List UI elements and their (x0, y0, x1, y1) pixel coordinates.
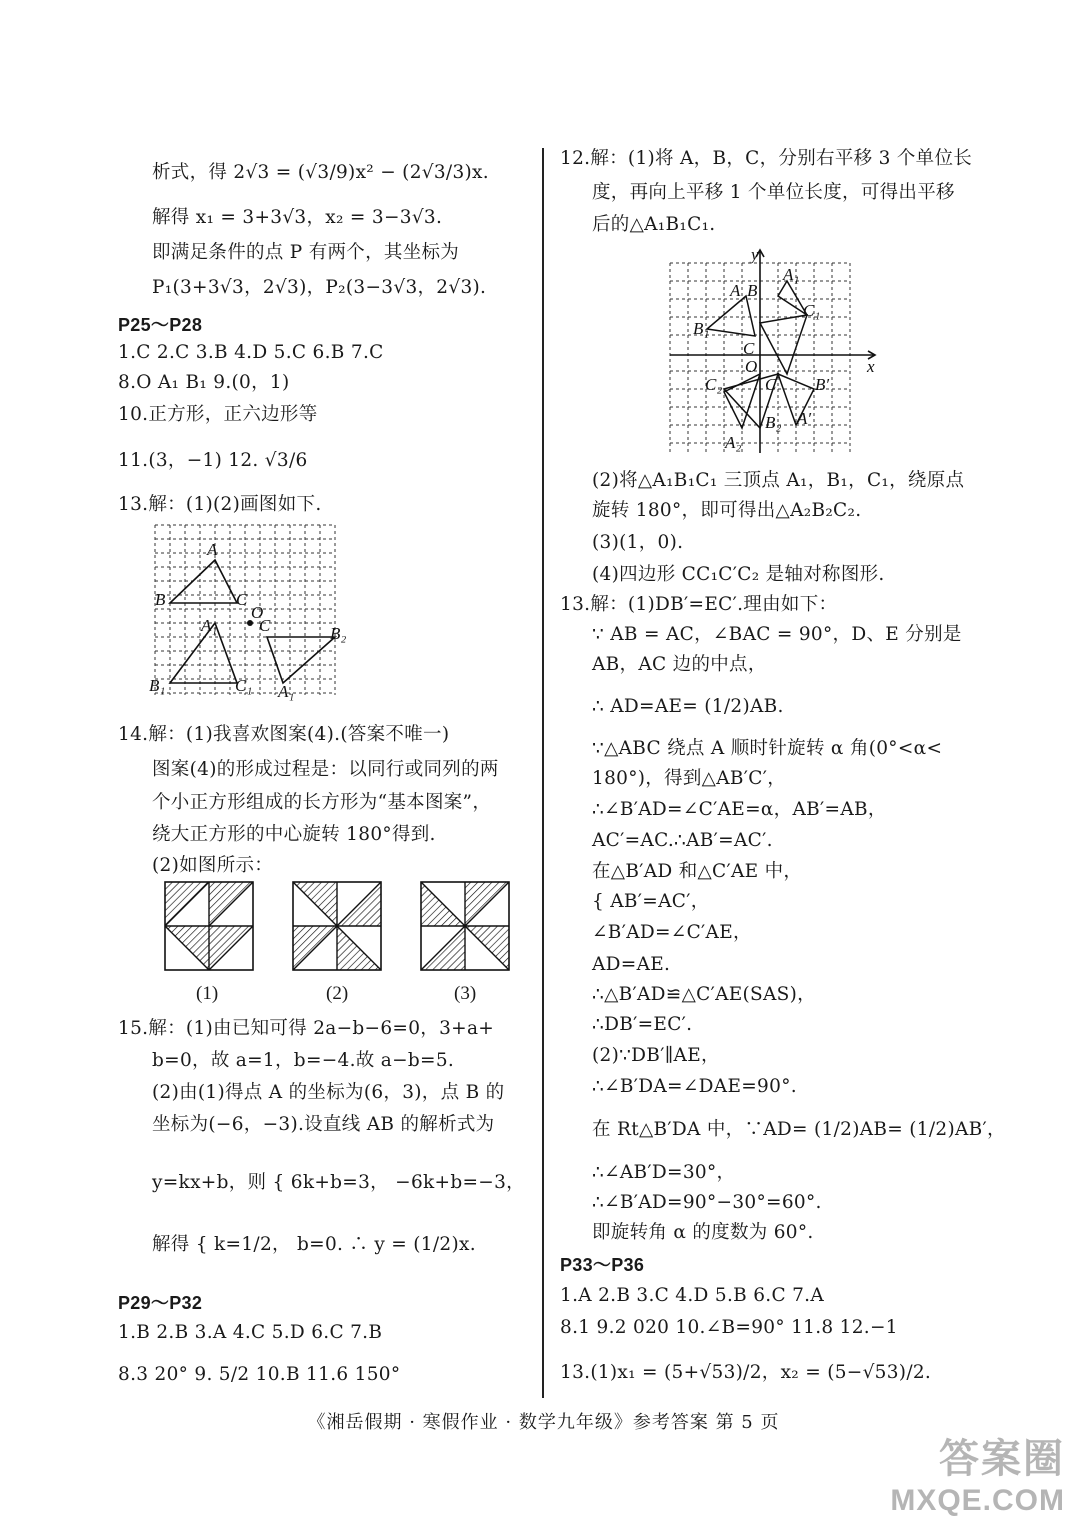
section-heading-p33: P33～P36 (560, 1255, 645, 1275)
left-line-3: 即满足条件的点 P 有两个，其坐标为 (152, 242, 460, 263)
watermark-line-1: 答案圈 (939, 1437, 1065, 1481)
q12-label-b2: B₂ (765, 413, 782, 432)
answers-p33-row-2: 8.1 9.2 020 10.∠B=90° 11.8 12.−1 (560, 1317, 898, 1338)
q12-label-a1: A₁ (783, 265, 800, 284)
q12-label-y: y (751, 245, 759, 264)
watermark-logo (890, 1427, 1065, 1518)
answers-row-3: 10.正方形，正六边形等 (118, 404, 318, 425)
section-heading-p29: P29～P32 (118, 1293, 203, 1313)
q14-line-1: 14.解：(1)我喜欢图案(4).(答案不唯一) (118, 724, 450, 745)
q12-label-c1: C₁ (803, 301, 821, 320)
q14-line-4: 绕大正方形的中心旋转 180°得到. (152, 824, 436, 845)
q15-line-4: 坐标为(−6，−3).设直线 AB 的解析式为 (152, 1114, 495, 1135)
q13r-line-3: AB，AC 边的中点， (592, 654, 767, 675)
watermark-line-2: MXQE.COM (890, 1484, 1065, 1517)
q15-line-2: b=0，故 a=1，b=−4.故 a−b=5. (152, 1050, 455, 1071)
answers-row-1: 1.C 2.C 3.B 4.D 5.C 6.B 7.C (118, 342, 384, 363)
left-line-4: P₁(3+3√3，2√3)，P₂(3−3√3，2√3). (152, 277, 487, 298)
q13r-line-15: (2)∵DB′∥AE， (592, 1045, 720, 1066)
q12b-line-1: (2)将△A₁B₁C₁ 三顶点 A₁，B₁，C₁，绕原点 (592, 470, 965, 491)
q13r-line-17: 在 Rt△B′DA 中，∵AD= (1/2)AB= (1/2)AB′， (592, 1119, 1006, 1140)
q13r-line-1: 13.解：(1)DB′=EC′.理由如下： (560, 594, 838, 615)
q13-label-b1: B₁ (149, 676, 166, 695)
q12-line-1: 12.解：(1)将 A，B，C，分别右平移 3 个单位长 (560, 148, 973, 169)
pattern-figures (160, 880, 560, 972)
q15-line-1: 15.解：(1)由已知可得 2a−b−6=0，3+a+ (118, 1018, 495, 1039)
answers-p33-row-3: 13.(1)x₁ = (5+√53)/2，x₂ = (5−√53)/2. (560, 1362, 932, 1383)
q13r-line-20: 即旋转角 α 的度数为 60°. (592, 1222, 814, 1243)
q15-line-6: 解得 { k=1/2， b=0. ∴ y = (1/2)x. (152, 1234, 476, 1255)
q12-label-c-prime: C (765, 375, 777, 394)
q12b-line-3: (3)(1，0). (592, 532, 684, 553)
left-line-2: 解得 x₁ = 3+3√3，x₂ = 3−3√3. (152, 207, 443, 228)
answers-p29-row-1: 1.B 2.B 3.A 4.C 5.D 6.C 7.B (118, 1322, 383, 1343)
q13r-line-9: 在△B′AD 和△C′AE 中， (592, 861, 803, 882)
pattern-figure-3 (421, 882, 509, 970)
q13r-line-19: ∴∠B′AD=90°−30°=60°. (592, 1192, 822, 1213)
q12-label-a2: A₂ (725, 433, 742, 452)
q14-line-5: (2)如图所示： (152, 855, 274, 876)
q13r-line-5: ∵△ABC 绕点 A 顺时针旋转 α 角(0°<α< (592, 738, 943, 759)
q12-label-o: O (745, 357, 758, 376)
page-footer: 《湘岳假期 · 寒假作业 · 数学九年级》参考答案 第 5 页 (307, 1412, 780, 1433)
q13r-line-13: ∴△B′AD≌△C′AE(SAS)， (592, 984, 816, 1005)
q13-label-c-center: C (259, 616, 271, 635)
q13r-line-8: AC′=AC.∴AB′=AC′. (592, 830, 773, 851)
q12-label-c2: C₂ (705, 375, 723, 394)
pattern-caption-2: (2) (326, 983, 349, 1004)
q12-label-a-prime: A′ (797, 409, 812, 428)
q14-line-3: 个小正方形组成的长方形为“基本图案”， (152, 792, 492, 813)
q12b-line-2: 旋转 180°，即可得出△A₂B₂C₂. (592, 500, 862, 521)
q12-line-2: 度，再向上平移 1 个单位长度，可得出平移 (592, 182, 955, 203)
column-divider (542, 148, 544, 1398)
q12-line-3: 后的△A₁B₁C₁. (592, 214, 716, 235)
answers-p33-row-1: 1.A 2.B 3.C 4.D 5.B 6.C 7.A (560, 1285, 824, 1306)
q12-label-b1: B₁ (693, 319, 710, 338)
pattern-caption-3: (3) (454, 983, 477, 1004)
q13-grid-figure (149, 525, 347, 701)
q13-label-a: A (207, 540, 218, 559)
q13r-line-11: ∠B′AD=∠C′AE， (592, 922, 752, 943)
q12-coordinate-figure (665, 245, 885, 458)
q13r-line-7: ∴∠B′AD=∠C′AE=α，AB′=AB， (592, 799, 887, 820)
q13r-line-2: ∵ AB = AC，∠BAC = 90°，D、E 分别是 (592, 624, 962, 645)
q13-label-b2: B₂ (330, 624, 347, 643)
q13-label-o: O (251, 603, 264, 622)
q12-label-c: C (743, 339, 755, 358)
q13-label-c1: C₁ (235, 676, 253, 695)
q12-label-x: x (867, 357, 875, 376)
q12-label-b-prime: B′ (815, 375, 830, 394)
q13r-line-18: ∴∠AB′D=30°， (592, 1162, 736, 1183)
q13r-line-14: ∴DB′=EC′. (592, 1014, 693, 1035)
pattern-figure-2 (293, 882, 381, 970)
q15-line-5: y=kx+b，则 { 6k+b=3， −6k+b=−3， (152, 1172, 525, 1193)
q14-line-2: 图案(4)的形成过程是：以同行或同列的两 (152, 759, 499, 780)
q13r-line-12: AD=AE. (592, 954, 671, 975)
answers-p29-row-2: 8.3 20° 9. 5/2 10.B 11.6 150° (118, 1364, 401, 1385)
q13-label-a1-bottom: A₁ (278, 682, 295, 701)
answers-row-4: 11.(3，−1) 12. √3/6 (118, 450, 308, 471)
q13r-line-6: 180°)，得到△AB′C′， (592, 768, 787, 789)
section-heading-p25: P25～P28 (118, 315, 203, 335)
q13-heading: 13.解：(1)(2)画图如下. (118, 494, 322, 515)
q13-label-b: B (155, 590, 166, 609)
left-line-1: 析式，得 2√3 = (√3/9)x² − (2√3/3)x. (152, 162, 489, 183)
pattern-figure-1 (165, 882, 253, 970)
q12-label-a: A (730, 281, 741, 300)
answers-row-2: 8.O A₁ B₁ 9.(0，1) (118, 372, 290, 393)
q13r-line-4: ∴ AD=AE= (1/2)AB. (592, 696, 784, 717)
q12-label-b: B (747, 281, 758, 300)
q13r-line-16: ∴∠B′DA=∠DAE=90°. (592, 1076, 797, 1097)
q12b-line-4: (4)四边形 CC₁C′C₂ 是轴对称图形. (592, 564, 885, 585)
q15-line-3: (2)由(1)得点 A 的坐标为(6，3)，点 B 的 (152, 1082, 505, 1103)
q13r-line-10: { AB′=AC′， (592, 891, 710, 912)
q13-label-a1: A₁ (201, 616, 218, 635)
pattern-caption-1: (1) (196, 983, 219, 1004)
q13-label-c: C (236, 590, 248, 609)
